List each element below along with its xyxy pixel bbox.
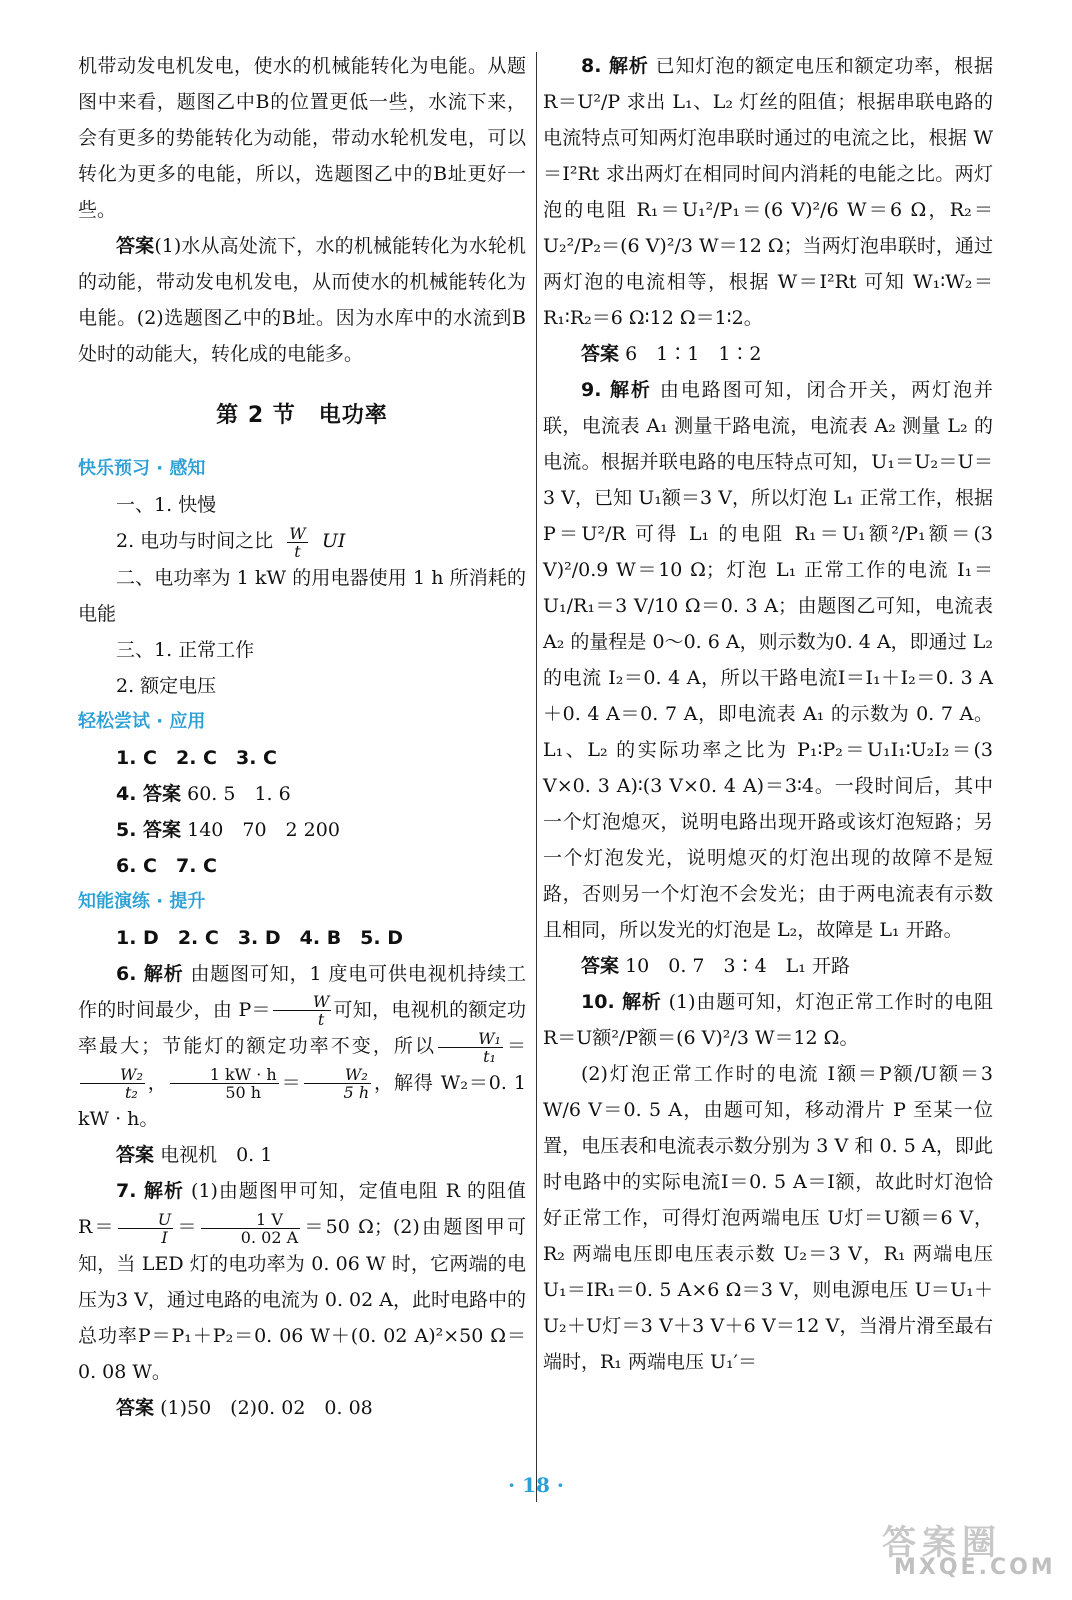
explanation-paragraph xyxy=(543,984,993,1056)
explanation-label: 9. 解析 xyxy=(581,379,652,401)
section-title: 第 2 节 电功率 xyxy=(216,403,388,428)
explanation-paragraph: 7. 解析 (1)由题图甲可知，定值电阻 R 的阻值 R＝ $\frac{U}{I}$ ＝ $\frac{1 V}{0. 02 A}$ ＝50 Ω；(2)由题图甲可知，当 LED 灯的电功率为 0. 06 W 时，它两端的电压为3 V，通过电路的电流为 0. 02 A，此时电路中的总功率P＝P₁＋P₂＝0. 06 W＋(0. 02 A)²×50 Ω＝0. 08 W。 xyxy=(78,1180,526,1383)
watermark-logo xyxy=(882,1515,1056,1585)
fraction: $\frac{\text{W₂}}{5 h}$ xyxy=(304,1066,372,1101)
explanation-text: 已知灯泡的额定电压和额定功率，根据 R＝U²/P 求出 L₁、L₂ 灯丝的阻值；根据串联电路的电流特点可知两灯泡串联时通过的电流之比，根据 W＝I²Rt 求出两灯在相同时间内消耗的电能之比。两灯泡的电阻 R₁＝U₁²/P₁＝(6 V)²/6 W＝6 Ω，R₂＝U₂²/P₂＝(6 V)²/3 W＝12 Ω；当两灯泡串联时，通过两灯泡的电流相等，根据 W＝I²Rt 可知 W₁∶W₂＝R₁∶R₂＝6 Ω∶12 Ω＝1∶2。 xyxy=(543,55,993,329)
fraction: $\frac{1 V}{0. 02 A}$ xyxy=(201,1211,300,1246)
explanation-text: ＝50 Ω；(2)由题图甲可知，当 LED 灯的电功率为 0. 06 W 时，它两端的电压为3 V，通过电路的电流为 0. 02 A，此时电路中的总功率P＝P₁＋P₂＝0. 06 W＋(0. 02 A)²×50 Ω＝0. 08 W。 xyxy=(78,1216,526,1383)
subsection-heading: 知能演练 · 提升 xyxy=(78,890,206,912)
answer-line xyxy=(543,948,993,984)
page-number: · 18 · xyxy=(508,1473,564,1497)
answer-line xyxy=(78,1137,526,1173)
explanation-label: 10. 解析 xyxy=(581,991,662,1013)
explanation-text: 由题图可知，1 度电可供电视机持续工作的时间最少，由 P＝ xyxy=(78,962,526,1021)
answer-value: 140 70 2 200 xyxy=(187,818,340,841)
answer-label: 答案 xyxy=(116,1144,155,1166)
answer-label: 答案 xyxy=(116,235,155,257)
numerator: W xyxy=(289,523,306,543)
answer-label: 4. 答案 xyxy=(116,782,182,805)
explanation-text: 由电路图可知，闭合开关，两灯泡并联，电流表 A₁ 测量干路电流，电流表 A₂ 测量 L₂ 的电流。根据并联电路的电压特点可知，U₁＝U₂＝U＝3 V，已知 U₁额＝3 V，所以灯泡 L₁ 正常工作，根据P＝U²/R 可得 L₁ 的电阻 R₁＝U₁额²/P₁额＝(3 V)²/0.9 W＝10 Ω；灯泡 L₁ 正常工作的电流 I₁＝U₁/R₁＝3 V/10 Ω＝0. 3 A；由题图乙可知，电流表 A₂ 的量程是 0～0. 6 A，则示数为0. 4 A，即通过 L₂ 的电流 I₂＝0. 4 A，所以干路电流I＝I₁＋I₂＝0. 3 A＋0. 4 A＝0. 7 A，即电流表 A₁ 的示数为 0. 7 A。L₁、L₂ 的实际功率之比为 P₁∶P₂＝U₁I₁∶U₂I₂＝(3 V×0. 3 A)∶(3 V×0. 4 A)＝3∶4。一段时间后，其中一个灯泡熄灭，说明电路出现开路或该灯泡短路；另一个灯泡发光，说明熄灭的灯泡出现的故障不是短路，否则另一个灯泡不会发光；由于两电流表有示数且相同，所以发光的灯泡是 L₂，故障是 L₁ 开路。 xyxy=(543,379,993,941)
answer-value: 电视机 0. 1 xyxy=(160,1144,273,1166)
answer-line: 1. C 2. C 3. C xyxy=(116,746,277,769)
answer-line xyxy=(543,336,993,372)
column-divider xyxy=(536,52,537,1502)
explanation-label: 6. 解析 xyxy=(116,962,184,985)
fraction: $\frac{W}{t}$ xyxy=(273,993,331,1028)
answer-line xyxy=(78,776,526,812)
explanation-text: (1)由题可知，灯泡正常工作时的电阻 R＝U额²/P额＝(6 V)²/3 W＝12 Ω。 xyxy=(543,991,993,1049)
answer-line xyxy=(78,812,526,848)
subsection-heading: 快乐预习 · 感知 xyxy=(78,458,206,479)
explanation-text: (1)由题图甲可知，定值电阻 R 的阻值 R＝ xyxy=(78,1180,526,1238)
explanation-text: 可知，电视机的额定功率最大；节能灯的额定功率不变，所以 xyxy=(78,998,526,1057)
right-column xyxy=(543,48,993,1380)
explanation-label: 7. 解析 xyxy=(116,1180,184,1202)
answer-line: 6. C 7. C xyxy=(116,854,217,877)
answer-value: (1)50 (2)0. 02 0. 08 xyxy=(160,1396,373,1419)
answer-line: 1. D 2. C 3. D 4. B 5. D xyxy=(116,926,404,949)
answer-value: 10 0. 7 3∶4 L₁ 开路 xyxy=(625,955,850,977)
fraction xyxy=(287,525,307,560)
explanation-text: ，解得 W₂＝0. 1 kW · h。 xyxy=(78,1071,526,1130)
answer-label: 5. 答案 xyxy=(116,818,182,841)
fraction: $\frac{U}{I}$ xyxy=(118,1211,173,1246)
fraction: $\frac{\text{W₂}}{\text{t₂}}$ xyxy=(80,1066,145,1101)
answer-value: 60. 5 1. 6 xyxy=(187,782,291,805)
fraction: $\frac{1 kW \cdot h}{50 h}$ xyxy=(170,1066,279,1101)
answer-text: 2. 电功与时间之比 xyxy=(116,530,274,552)
answer-value: 6 1∶1 1∶2 xyxy=(625,343,762,365)
answer-line xyxy=(78,1390,526,1426)
explanation-paragraph: (2)灯泡正常工作时的电流 I额＝P额/U额＝3 W/6 V＝0. 5 A，由题可知，移动滑片 P 至某一位置，电压表和电流表示数分别为 3 V 和 0. 5 A，即此时电路中的实际电流I＝0. 5 A＝I额，故此时灯泡恰好正常工作，可得灯泡两端电压 U灯＝U额＝6 V，R₂ 两端电压即电压表示数 U₂＝3 V，R₁ 两端电压 U₁＝IR₁＝0. 5 A×6 Ω＝3 V，则电源电压 U＝U₁＋U₂＋U灯＝3 V＋3 V＋6 V＝12 V，当滑片滑至最右端时，R₁ 两端电压 U₁′＝ xyxy=(543,1063,993,1373)
left-column xyxy=(78,48,526,1426)
answer-line xyxy=(78,523,526,560)
explanation-paragraph xyxy=(543,48,993,336)
subsection-heading: 轻松尝试 · 应用 xyxy=(78,710,206,732)
fraction: $\frac{\text{W₁}}{\text{t₁}}$ xyxy=(438,1030,503,1065)
explanation-paragraph xyxy=(543,372,993,948)
answer-text: (1)水从高处流下，水的机械能转化为水轮机的动能，带动发电机发电，从而使水的机械能转化为电能。(2)选题图乙中的B址。因为水库中的水流到B处时的动能大，转化成的电能多。 xyxy=(78,235,526,365)
answer-label: 答案 xyxy=(581,955,620,977)
denominator: t xyxy=(294,541,301,561)
explanation-paragraph: 6. 解析 由题图可知，1 度电可供电视机持续工作的时间最少，由 P＝ $\frac{W}{t}$ 可知，电视机的额定功率最大；节能灯的额定功率不变，所以 $\frac{\text{W₁}}{\text{t₁}}$ ＝ $\frac{\text{W₂}}{\text{t₂}}$ ， $\frac{1 kW \cdot h}{50 h}$ ＝ $\frac{\text{W₂}}{5 h}$ ，解得 W₂＝0. 1 kW · h。 xyxy=(78,962,526,1130)
answer-paragraph xyxy=(78,228,526,372)
answer-text: UI xyxy=(321,530,346,552)
answer-label: 答案 xyxy=(581,343,620,365)
watermark-url: MXQE.COM xyxy=(894,1555,1056,1580)
paragraph: 机带动发电机发电，使水的机械能转化为电能。从题图中来看，题图乙中B的位置更低一些，水流下来，会有更多的势能转化为动能，带动水轮机发电，可以转化为更多的电能，所以，选题图乙中的B址更好一些。 xyxy=(78,55,526,221)
answer-line: 2. 额定电压 xyxy=(116,674,217,697)
explanation-label: 8. 解析 xyxy=(581,55,649,77)
answer-line: 二、电功率为 1 kW 的用电器使用 1 h 所消耗的电能 xyxy=(78,566,526,625)
answer-label: 答案 xyxy=(116,1396,155,1419)
watermark-text: 答案圈 xyxy=(882,1523,1002,1563)
answer-line: 三、1. 正常工作 xyxy=(116,638,255,661)
answer-line: 一、1. 快慢 xyxy=(116,494,217,516)
